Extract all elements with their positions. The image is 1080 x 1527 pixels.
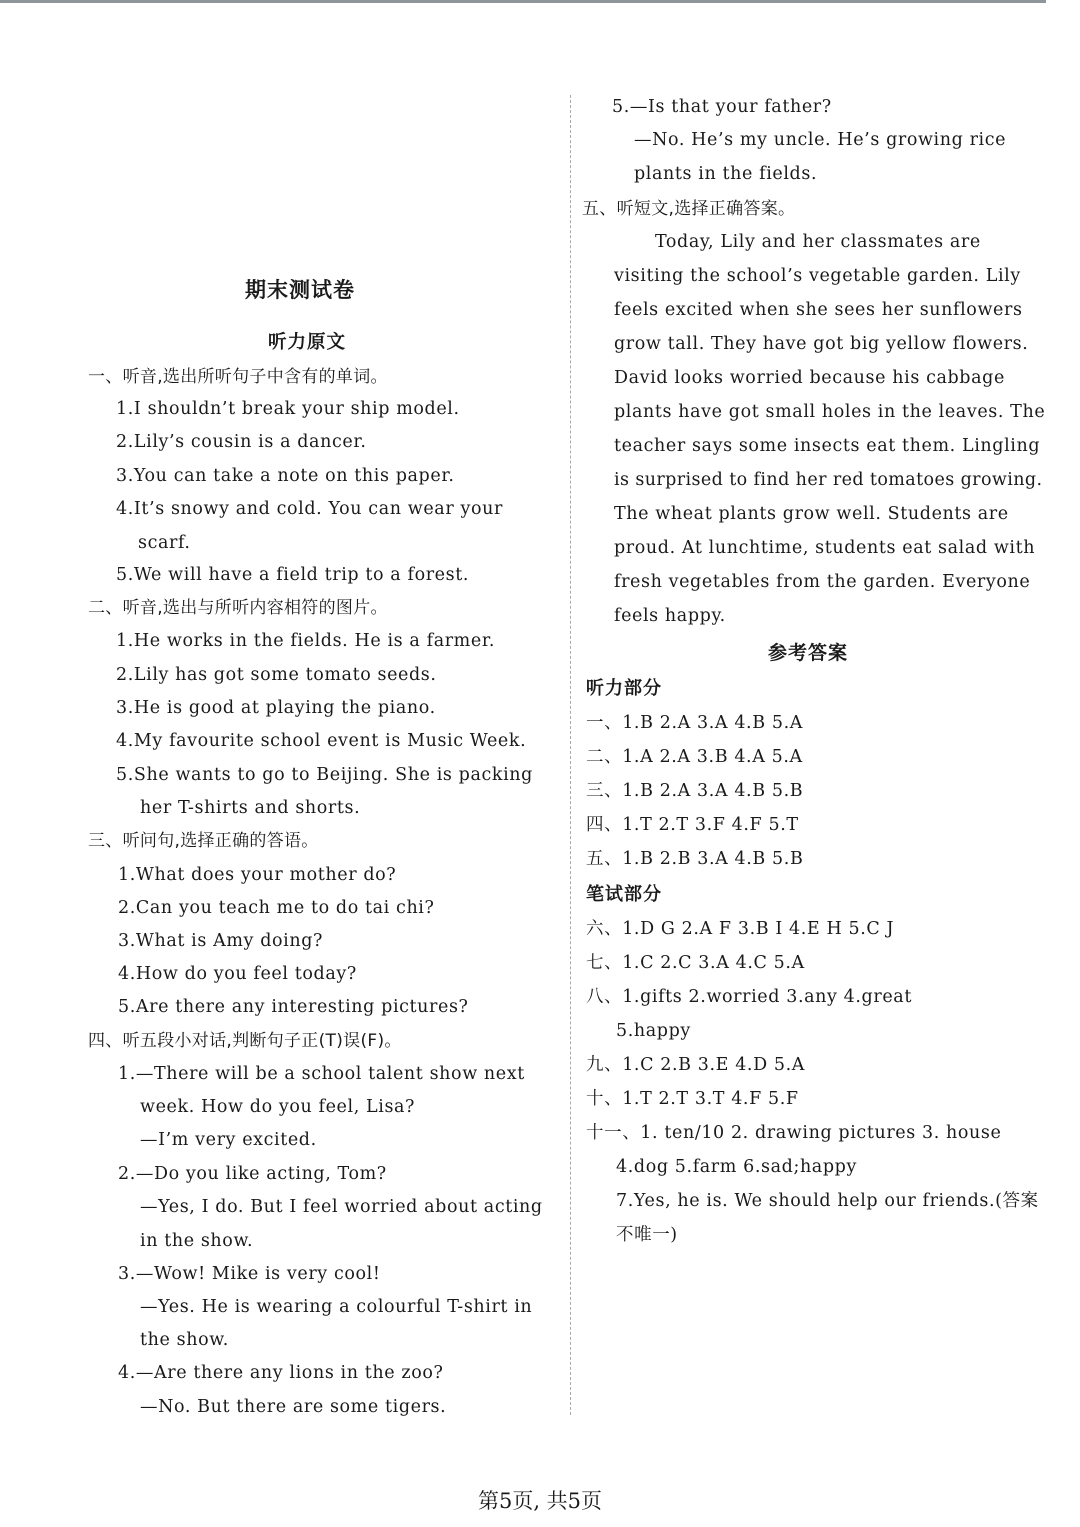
- text-line: 3.What is Amy doing?: [118, 931, 323, 951]
- answers-title: 参考答案: [768, 642, 849, 664]
- section-heading: 四、听五段小对话,判断句子正(T)误(F)。: [88, 1031, 402, 1051]
- text-line: The wheat plants grow well. Students are: [614, 504, 1009, 524]
- answer-section-heading: 笔试部分: [586, 884, 662, 905]
- text-line: 5.She wants to go to Beijing. She is packing: [116, 765, 533, 785]
- text-line: —No. He’s my uncle. He’s growing rice: [634, 130, 1007, 150]
- text-line: 4.—Are there any lions in the zoo?: [118, 1363, 444, 1383]
- answer-line: 十、1.T 2.T 3.T 4.F 5.F: [586, 1089, 799, 1109]
- text-line: 3.—Wow! Mike is very cool!: [118, 1264, 381, 1284]
- text-line: visiting the school’s vegetable garden. Lily: [614, 266, 1021, 286]
- text-line: 5.—Is that your father?: [612, 97, 832, 117]
- answer-line: 不唯一): [616, 1225, 678, 1245]
- text-line: —I’m very excited.: [140, 1130, 317, 1150]
- subtitle: 听力原文: [268, 332, 347, 353]
- section-heading: 二、听音,选出与所听内容相符的图片。: [88, 598, 388, 618]
- text-line: the show.: [140, 1330, 229, 1350]
- text-line: fresh vegetables from the garden. Everyone: [614, 572, 1031, 592]
- text-line: grow tall. They have got big yellow flowers.: [614, 334, 1029, 354]
- text-line: 1.He works in the fields. He is a farmer.: [116, 631, 496, 651]
- answer-line: 三、1.B 2.A 3.A 4.B 5.B: [586, 781, 804, 801]
- section-heading: 五、听短文,选择正确答案。: [582, 199, 796, 219]
- column-divider: [570, 95, 571, 1415]
- text-line: 4.How do you feel today?: [118, 964, 357, 984]
- title: 期末测试卷: [245, 278, 355, 302]
- text-line: David looks worried because his cabbage: [614, 368, 1005, 388]
- section-heading: 一、听音,选出所听句子中含有的单词。: [88, 367, 388, 387]
- answer-line: 4.dog 5.farm 6.sad;happy: [616, 1157, 857, 1177]
- answer-line: 五、1.B 2.B 3.A 4.B 5.B: [586, 849, 804, 869]
- answer-line: 二、1.A 2.A 3.B 4.A 5.A: [586, 747, 803, 767]
- text-line: scarf.: [138, 533, 191, 553]
- text-line: 3.You can take a note on this paper.: [116, 466, 455, 486]
- answer-line: 九、1.C 2.B 3.E 4.D 5.A: [586, 1055, 806, 1075]
- text-line: 2.Can you teach me to do tai chi?: [118, 898, 435, 918]
- answer-line: 四、1.T 2.T 3.F 4.F 5.T: [586, 815, 799, 835]
- text-line: —No. But there are some tigers.: [140, 1397, 447, 1417]
- answer-line: 七、1.C 2.C 3.A 4.C 5.A: [586, 953, 805, 973]
- text-line: 2.Lily has got some tomato seeds.: [116, 665, 437, 685]
- answer-line: 5.happy: [616, 1021, 691, 1041]
- answer-line: 7.Yes, he is. We should help our friends.(答案: [616, 1191, 1039, 1211]
- text-line: 2.—Do you like acting, Tom?: [118, 1164, 387, 1184]
- text-line: teacher says some insects eat them. Lingling: [614, 436, 1041, 456]
- text-line: plants in the fields.: [634, 164, 818, 184]
- text-line: —Yes, I do. But I feel worried about acting: [140, 1197, 543, 1217]
- text-line: 3.He is good at playing the piano.: [116, 698, 436, 718]
- text-line: 1.I shouldn’t break your ship model.: [116, 399, 460, 419]
- text-line: 1.What does your mother do?: [118, 865, 397, 885]
- text-line: week. How do you feel, Lisa?: [140, 1097, 416, 1117]
- text-line: in the show.: [140, 1231, 254, 1251]
- text-line: feels excited when she sees her sunflowers: [614, 300, 1023, 320]
- text-line: feels happy.: [614, 606, 726, 626]
- section-heading: 三、听问句,选择正确的答语。: [88, 831, 319, 851]
- page-footer: 第5页, 共5页: [477, 1489, 603, 1513]
- text-line: her T-shirts and shorts.: [140, 798, 361, 818]
- text-line: 5.We will have a field trip to a forest.: [116, 565, 470, 585]
- text-line: 5.Are there any interesting pictures?: [118, 997, 469, 1017]
- answer-line: 一、1.B 2.A 3.A 4.B 5.A: [586, 713, 803, 733]
- text-line: proud. At lunchtime, students eat salad with: [614, 538, 1036, 558]
- answer-section-heading: 听力部分: [586, 678, 662, 699]
- answer-line: 十一、1. ten/10 2. drawing pictures 3. house: [586, 1123, 1002, 1143]
- top-border: [0, 0, 1046, 3]
- text-line: —Yes. He is wearing a colourful T-shirt in: [140, 1297, 533, 1317]
- answer-line: 六、1.D G 2.A F 3.B I 4.E H 5.C J: [586, 919, 895, 939]
- text-line: 4.My favourite school event is Music Week.: [116, 731, 527, 751]
- text-line: plants have got small holes in the leaves. The: [614, 402, 1046, 422]
- text-line: 4.It’s snowy and cold. You can wear your: [116, 499, 503, 519]
- text-line: Today, Lily and her classmates are: [655, 232, 981, 252]
- answer-line: 八、1.gifts 2.worried 3.any 4.great: [586, 987, 912, 1007]
- text-line: 2.Lily’s cousin is a dancer.: [116, 432, 367, 452]
- text-line: is surprised to find her red tomatoes growing.: [614, 470, 1043, 490]
- text-line: 1.—There will be a school talent show next: [118, 1064, 525, 1084]
